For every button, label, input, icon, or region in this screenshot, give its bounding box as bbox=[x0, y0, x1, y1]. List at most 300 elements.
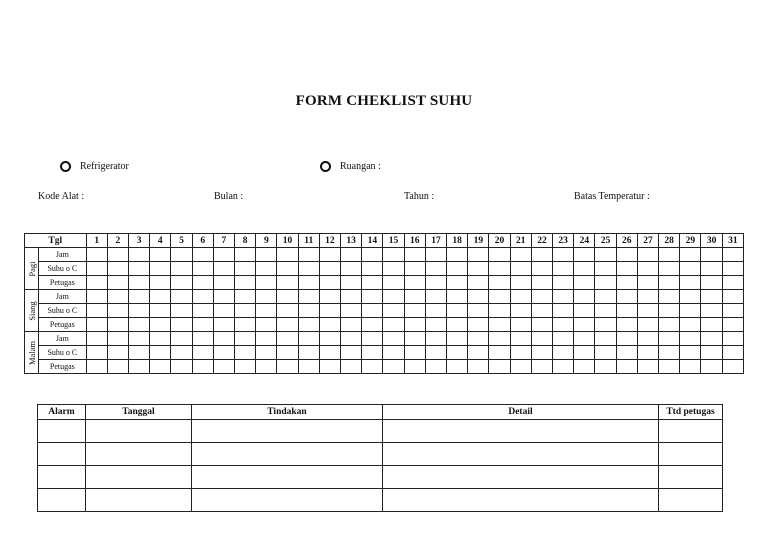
entry-cell[interactable] bbox=[404, 360, 425, 374]
entry-cell[interactable] bbox=[235, 276, 256, 290]
entry-cell[interactable] bbox=[595, 346, 616, 360]
entry-cell[interactable] bbox=[531, 346, 552, 360]
entry-cell[interactable] bbox=[383, 420, 659, 443]
entry-cell[interactable] bbox=[722, 332, 743, 346]
entry-cell[interactable] bbox=[701, 332, 722, 346]
entry-cell[interactable] bbox=[680, 360, 701, 374]
entry-cell[interactable] bbox=[150, 276, 171, 290]
entry-cell[interactable] bbox=[319, 304, 340, 318]
entry-cell[interactable] bbox=[553, 290, 574, 304]
entry-cell[interactable] bbox=[256, 290, 277, 304]
entry-cell[interactable] bbox=[150, 360, 171, 374]
entry-cell[interactable] bbox=[150, 318, 171, 332]
entry-cell[interactable] bbox=[680, 332, 701, 346]
entry-cell[interactable] bbox=[468, 332, 489, 346]
entry-cell[interactable] bbox=[256, 332, 277, 346]
entry-cell[interactable] bbox=[722, 360, 743, 374]
entry-cell[interactable] bbox=[38, 466, 86, 489]
entry-cell[interactable] bbox=[277, 248, 298, 262]
entry-cell[interactable] bbox=[341, 248, 362, 262]
entry-cell[interactable] bbox=[107, 262, 128, 276]
entry-cell[interactable] bbox=[129, 304, 150, 318]
entry-cell[interactable] bbox=[574, 304, 595, 318]
entry-cell[interactable] bbox=[489, 290, 510, 304]
entry-cell[interactable] bbox=[129, 346, 150, 360]
entry-cell[interactable] bbox=[213, 360, 234, 374]
entry-cell[interactable] bbox=[192, 346, 213, 360]
entry-cell[interactable] bbox=[277, 360, 298, 374]
entry-cell[interactable] bbox=[531, 290, 552, 304]
entry-cell[interactable] bbox=[235, 318, 256, 332]
entry-cell[interactable] bbox=[235, 360, 256, 374]
entry-cell[interactable] bbox=[722, 290, 743, 304]
entry-cell[interactable] bbox=[447, 276, 468, 290]
entry-cell[interactable] bbox=[256, 262, 277, 276]
radio-circle-icon[interactable] bbox=[60, 161, 71, 172]
entry-cell[interactable] bbox=[362, 346, 383, 360]
entry-cell[interactable] bbox=[701, 346, 722, 360]
entry-cell[interactable] bbox=[86, 489, 192, 512]
option-refrigerator[interactable] bbox=[60, 161, 129, 172]
entry-cell[interactable] bbox=[277, 332, 298, 346]
entry-cell[interactable] bbox=[277, 304, 298, 318]
entry-cell[interactable] bbox=[129, 360, 150, 374]
entry-cell[interactable] bbox=[701, 360, 722, 374]
entry-cell[interactable] bbox=[86, 304, 107, 318]
entry-cell[interactable] bbox=[425, 248, 446, 262]
option-ruangan[interactable] bbox=[320, 161, 381, 172]
entry-cell[interactable] bbox=[319, 346, 340, 360]
entry-cell[interactable] bbox=[595, 304, 616, 318]
entry-cell[interactable] bbox=[468, 262, 489, 276]
entry-cell[interactable] bbox=[86, 360, 107, 374]
entry-cell[interactable] bbox=[298, 346, 319, 360]
entry-cell[interactable] bbox=[616, 332, 637, 346]
entry-cell[interactable] bbox=[553, 318, 574, 332]
entry-cell[interactable] bbox=[298, 318, 319, 332]
entry-cell[interactable] bbox=[468, 318, 489, 332]
entry-cell[interactable] bbox=[192, 360, 213, 374]
entry-cell[interactable] bbox=[341, 276, 362, 290]
entry-cell[interactable] bbox=[107, 346, 128, 360]
entry-cell[interactable] bbox=[341, 262, 362, 276]
entry-cell[interactable] bbox=[192, 420, 383, 443]
entry-cell[interactable] bbox=[595, 276, 616, 290]
entry-cell[interactable] bbox=[171, 248, 192, 262]
entry-cell[interactable] bbox=[531, 248, 552, 262]
entry-cell[interactable] bbox=[298, 262, 319, 276]
entry-cell[interactable] bbox=[171, 346, 192, 360]
entry-cell[interactable] bbox=[510, 248, 531, 262]
entry-cell[interactable] bbox=[192, 332, 213, 346]
entry-cell[interactable] bbox=[574, 290, 595, 304]
entry-cell[interactable] bbox=[235, 304, 256, 318]
entry-cell[interactable] bbox=[425, 346, 446, 360]
entry-cell[interactable] bbox=[129, 276, 150, 290]
entry-cell[interactable] bbox=[510, 304, 531, 318]
entry-cell[interactable] bbox=[298, 332, 319, 346]
entry-cell[interactable] bbox=[38, 443, 86, 466]
entry-cell[interactable] bbox=[616, 346, 637, 360]
entry-cell[interactable] bbox=[531, 318, 552, 332]
entry-cell[interactable] bbox=[659, 346, 680, 360]
entry-cell[interactable] bbox=[171, 262, 192, 276]
entry-cell[interactable] bbox=[510, 332, 531, 346]
entry-cell[interactable] bbox=[107, 304, 128, 318]
entry-cell[interactable] bbox=[553, 332, 574, 346]
entry-cell[interactable] bbox=[447, 332, 468, 346]
entry-cell[interactable] bbox=[680, 318, 701, 332]
entry-cell[interactable] bbox=[171, 332, 192, 346]
entry-cell[interactable] bbox=[468, 346, 489, 360]
entry-cell[interactable] bbox=[256, 248, 277, 262]
entry-cell[interactable] bbox=[574, 276, 595, 290]
entry-cell[interactable] bbox=[659, 466, 723, 489]
entry-cell[interactable] bbox=[107, 290, 128, 304]
entry-cell[interactable] bbox=[722, 262, 743, 276]
entry-cell[interactable] bbox=[362, 276, 383, 290]
entry-cell[interactable] bbox=[531, 360, 552, 374]
entry-cell[interactable] bbox=[701, 276, 722, 290]
entry-cell[interactable] bbox=[86, 276, 107, 290]
entry-cell[interactable] bbox=[468, 276, 489, 290]
entry-cell[interactable] bbox=[489, 318, 510, 332]
entry-cell[interactable] bbox=[659, 262, 680, 276]
entry-cell[interactable] bbox=[341, 290, 362, 304]
entry-cell[interactable] bbox=[86, 346, 107, 360]
entry-cell[interactable] bbox=[150, 248, 171, 262]
entry-cell[interactable] bbox=[510, 262, 531, 276]
entry-cell[interactable] bbox=[341, 360, 362, 374]
entry-cell[interactable] bbox=[192, 248, 213, 262]
entry-cell[interactable] bbox=[489, 262, 510, 276]
entry-cell[interactable] bbox=[489, 248, 510, 262]
entry-cell[interactable] bbox=[319, 318, 340, 332]
entry-cell[interactable] bbox=[129, 318, 150, 332]
entry-cell[interactable] bbox=[383, 290, 404, 304]
entry-cell[interactable] bbox=[150, 304, 171, 318]
entry-cell[interactable] bbox=[489, 304, 510, 318]
entry-cell[interactable] bbox=[235, 262, 256, 276]
entry-cell[interactable] bbox=[489, 346, 510, 360]
entry-cell[interactable] bbox=[319, 276, 340, 290]
entry-cell[interactable] bbox=[192, 262, 213, 276]
entry-cell[interactable] bbox=[298, 360, 319, 374]
entry-cell[interactable] bbox=[468, 304, 489, 318]
entry-cell[interactable] bbox=[256, 276, 277, 290]
entry-cell[interactable] bbox=[319, 290, 340, 304]
entry-cell[interactable] bbox=[404, 262, 425, 276]
entry-cell[interactable] bbox=[235, 346, 256, 360]
entry-cell[interactable] bbox=[404, 346, 425, 360]
entry-cell[interactable] bbox=[341, 346, 362, 360]
entry-cell[interactable] bbox=[129, 332, 150, 346]
entry-cell[interactable] bbox=[150, 332, 171, 346]
entry-cell[interactable] bbox=[637, 248, 658, 262]
entry-cell[interactable] bbox=[680, 262, 701, 276]
entry-cell[interactable] bbox=[574, 332, 595, 346]
entry-cell[interactable] bbox=[637, 262, 658, 276]
entry-cell[interactable] bbox=[277, 318, 298, 332]
entry-cell[interactable] bbox=[447, 248, 468, 262]
entry-cell[interactable] bbox=[192, 276, 213, 290]
entry-cell[interactable] bbox=[468, 248, 489, 262]
entry-cell[interactable] bbox=[659, 489, 723, 512]
entry-cell[interactable] bbox=[213, 304, 234, 318]
entry-cell[interactable] bbox=[150, 346, 171, 360]
entry-cell[interactable] bbox=[637, 332, 658, 346]
entry-cell[interactable] bbox=[447, 318, 468, 332]
entry-cell[interactable] bbox=[341, 332, 362, 346]
entry-cell[interactable] bbox=[171, 304, 192, 318]
entry-cell[interactable] bbox=[680, 290, 701, 304]
entry-cell[interactable] bbox=[383, 262, 404, 276]
entry-cell[interactable] bbox=[298, 304, 319, 318]
entry-cell[interactable] bbox=[680, 248, 701, 262]
entry-cell[interactable] bbox=[404, 276, 425, 290]
entry-cell[interactable] bbox=[595, 360, 616, 374]
entry-cell[interactable] bbox=[298, 276, 319, 290]
entry-cell[interactable] bbox=[489, 276, 510, 290]
entry-cell[interactable] bbox=[510, 318, 531, 332]
entry-cell[interactable] bbox=[447, 304, 468, 318]
entry-cell[interactable] bbox=[362, 318, 383, 332]
entry-cell[interactable] bbox=[277, 346, 298, 360]
entry-cell[interactable] bbox=[213, 248, 234, 262]
entry-cell[interactable] bbox=[404, 318, 425, 332]
entry-cell[interactable] bbox=[722, 304, 743, 318]
entry-cell[interactable] bbox=[171, 360, 192, 374]
entry-cell[interactable] bbox=[341, 318, 362, 332]
entry-cell[interactable] bbox=[171, 276, 192, 290]
entry-cell[interactable] bbox=[192, 466, 383, 489]
entry-cell[interactable] bbox=[722, 346, 743, 360]
entry-cell[interactable] bbox=[510, 346, 531, 360]
entry-cell[interactable] bbox=[86, 443, 192, 466]
entry-cell[interactable] bbox=[213, 276, 234, 290]
entry-cell[interactable] bbox=[235, 290, 256, 304]
entry-cell[interactable] bbox=[383, 276, 404, 290]
entry-cell[interactable] bbox=[256, 360, 277, 374]
entry-cell[interactable] bbox=[107, 276, 128, 290]
entry-cell[interactable] bbox=[213, 346, 234, 360]
entry-cell[interactable] bbox=[362, 262, 383, 276]
entry-cell[interactable] bbox=[86, 318, 107, 332]
entry-cell[interactable] bbox=[701, 304, 722, 318]
entry-cell[interactable] bbox=[722, 248, 743, 262]
entry-cell[interactable] bbox=[86, 248, 107, 262]
entry-cell[interactable] bbox=[298, 248, 319, 262]
entry-cell[interactable] bbox=[107, 360, 128, 374]
entry-cell[interactable] bbox=[362, 360, 383, 374]
entry-cell[interactable] bbox=[425, 318, 446, 332]
entry-cell[interactable] bbox=[553, 346, 574, 360]
entry-cell[interactable] bbox=[129, 290, 150, 304]
entry-cell[interactable] bbox=[616, 248, 637, 262]
entry-cell[interactable] bbox=[659, 360, 680, 374]
entry-cell[interactable] bbox=[701, 262, 722, 276]
entry-cell[interactable] bbox=[510, 290, 531, 304]
radio-circle-icon[interactable] bbox=[320, 161, 331, 172]
entry-cell[interactable] bbox=[531, 332, 552, 346]
entry-cell[interactable] bbox=[38, 420, 86, 443]
entry-cell[interactable] bbox=[637, 318, 658, 332]
entry-cell[interactable] bbox=[383, 346, 404, 360]
entry-cell[interactable] bbox=[404, 304, 425, 318]
entry-cell[interactable] bbox=[659, 443, 723, 466]
entry-cell[interactable] bbox=[637, 346, 658, 360]
entry-cell[interactable] bbox=[595, 318, 616, 332]
entry-cell[interactable] bbox=[510, 276, 531, 290]
entry-cell[interactable] bbox=[362, 332, 383, 346]
entry-cell[interactable] bbox=[553, 360, 574, 374]
entry-cell[interactable] bbox=[404, 290, 425, 304]
entry-cell[interactable] bbox=[553, 276, 574, 290]
entry-cell[interactable] bbox=[616, 262, 637, 276]
entry-cell[interactable] bbox=[383, 466, 659, 489]
entry-cell[interactable] bbox=[171, 318, 192, 332]
entry-cell[interactable] bbox=[150, 262, 171, 276]
entry-cell[interactable] bbox=[637, 290, 658, 304]
entry-cell[interactable] bbox=[468, 360, 489, 374]
entry-cell[interactable] bbox=[680, 276, 701, 290]
entry-cell[interactable] bbox=[341, 304, 362, 318]
entry-cell[interactable] bbox=[404, 332, 425, 346]
entry-cell[interactable] bbox=[277, 290, 298, 304]
entry-cell[interactable] bbox=[531, 262, 552, 276]
entry-cell[interactable] bbox=[362, 304, 383, 318]
entry-cell[interactable] bbox=[256, 346, 277, 360]
entry-cell[interactable] bbox=[680, 346, 701, 360]
entry-cell[interactable] bbox=[319, 360, 340, 374]
entry-cell[interactable] bbox=[659, 290, 680, 304]
entry-cell[interactable] bbox=[383, 248, 404, 262]
entry-cell[interactable] bbox=[447, 290, 468, 304]
entry-cell[interactable] bbox=[616, 290, 637, 304]
entry-cell[interactable] bbox=[256, 318, 277, 332]
entry-cell[interactable] bbox=[701, 318, 722, 332]
entry-cell[interactable] bbox=[256, 304, 277, 318]
entry-cell[interactable] bbox=[722, 318, 743, 332]
entry-cell[interactable] bbox=[489, 332, 510, 346]
entry-cell[interactable] bbox=[86, 262, 107, 276]
entry-cell[interactable] bbox=[701, 248, 722, 262]
entry-cell[interactable] bbox=[86, 420, 192, 443]
entry-cell[interactable] bbox=[595, 248, 616, 262]
entry-cell[interactable] bbox=[553, 262, 574, 276]
entry-cell[interactable] bbox=[595, 290, 616, 304]
entry-cell[interactable] bbox=[553, 304, 574, 318]
entry-cell[interactable] bbox=[192, 318, 213, 332]
entry-cell[interactable] bbox=[425, 290, 446, 304]
entry-cell[interactable] bbox=[129, 248, 150, 262]
entry-cell[interactable] bbox=[616, 304, 637, 318]
entry-cell[interactable] bbox=[574, 248, 595, 262]
entry-cell[interactable] bbox=[659, 420, 723, 443]
entry-cell[interactable] bbox=[404, 248, 425, 262]
entry-cell[interactable] bbox=[213, 290, 234, 304]
entry-cell[interactable] bbox=[659, 248, 680, 262]
entry-cell[interactable] bbox=[319, 262, 340, 276]
entry-cell[interactable] bbox=[235, 248, 256, 262]
entry-cell[interactable] bbox=[192, 304, 213, 318]
entry-cell[interactable] bbox=[659, 276, 680, 290]
entry-cell[interactable] bbox=[425, 276, 446, 290]
entry-cell[interactable] bbox=[192, 489, 383, 512]
entry-cell[interactable] bbox=[192, 290, 213, 304]
entry-cell[interactable] bbox=[86, 332, 107, 346]
entry-cell[interactable] bbox=[574, 346, 595, 360]
entry-cell[interactable] bbox=[213, 318, 234, 332]
entry-cell[interactable] bbox=[637, 276, 658, 290]
entry-cell[interactable] bbox=[150, 290, 171, 304]
entry-cell[interactable] bbox=[616, 318, 637, 332]
entry-cell[interactable] bbox=[107, 332, 128, 346]
entry-cell[interactable] bbox=[129, 262, 150, 276]
entry-cell[interactable] bbox=[616, 276, 637, 290]
entry-cell[interactable] bbox=[383, 443, 659, 466]
entry-cell[interactable] bbox=[425, 304, 446, 318]
entry-cell[interactable] bbox=[86, 290, 107, 304]
entry-cell[interactable] bbox=[616, 360, 637, 374]
entry-cell[interactable] bbox=[213, 262, 234, 276]
entry-cell[interactable] bbox=[38, 489, 86, 512]
entry-cell[interactable] bbox=[447, 346, 468, 360]
entry-cell[interactable] bbox=[659, 304, 680, 318]
entry-cell[interactable] bbox=[595, 332, 616, 346]
entry-cell[interactable] bbox=[659, 332, 680, 346]
entry-cell[interactable] bbox=[277, 276, 298, 290]
entry-cell[interactable] bbox=[319, 332, 340, 346]
entry-cell[interactable] bbox=[362, 248, 383, 262]
entry-cell[interactable] bbox=[447, 262, 468, 276]
entry-cell[interactable] bbox=[680, 304, 701, 318]
entry-cell[interactable] bbox=[383, 332, 404, 346]
entry-cell[interactable] bbox=[701, 290, 722, 304]
entry-cell[interactable] bbox=[659, 318, 680, 332]
entry-cell[interactable] bbox=[553, 248, 574, 262]
entry-cell[interactable] bbox=[192, 443, 383, 466]
entry-cell[interactable] bbox=[319, 248, 340, 262]
entry-cell[interactable] bbox=[489, 360, 510, 374]
entry-cell[interactable] bbox=[383, 489, 659, 512]
entry-cell[interactable] bbox=[213, 332, 234, 346]
entry-cell[interactable] bbox=[277, 262, 298, 276]
entry-cell[interactable] bbox=[298, 290, 319, 304]
entry-cell[interactable] bbox=[468, 290, 489, 304]
entry-cell[interactable] bbox=[722, 276, 743, 290]
entry-cell[interactable] bbox=[637, 304, 658, 318]
entry-cell[interactable] bbox=[425, 332, 446, 346]
entry-cell[interactable] bbox=[107, 318, 128, 332]
entry-cell[interactable] bbox=[574, 318, 595, 332]
entry-cell[interactable] bbox=[510, 360, 531, 374]
entry-cell[interactable] bbox=[574, 360, 595, 374]
entry-cell[interactable] bbox=[531, 276, 552, 290]
entry-cell[interactable] bbox=[235, 332, 256, 346]
entry-cell[interactable] bbox=[107, 248, 128, 262]
entry-cell[interactable] bbox=[637, 360, 658, 374]
entry-cell[interactable] bbox=[383, 360, 404, 374]
entry-cell[interactable] bbox=[171, 290, 192, 304]
entry-cell[interactable] bbox=[86, 466, 192, 489]
entry-cell[interactable] bbox=[531, 304, 552, 318]
entry-cell[interactable] bbox=[425, 360, 446, 374]
entry-cell[interactable] bbox=[574, 262, 595, 276]
entry-cell[interactable] bbox=[425, 262, 446, 276]
entry-cell[interactable] bbox=[383, 318, 404, 332]
entry-cell[interactable] bbox=[383, 304, 404, 318]
